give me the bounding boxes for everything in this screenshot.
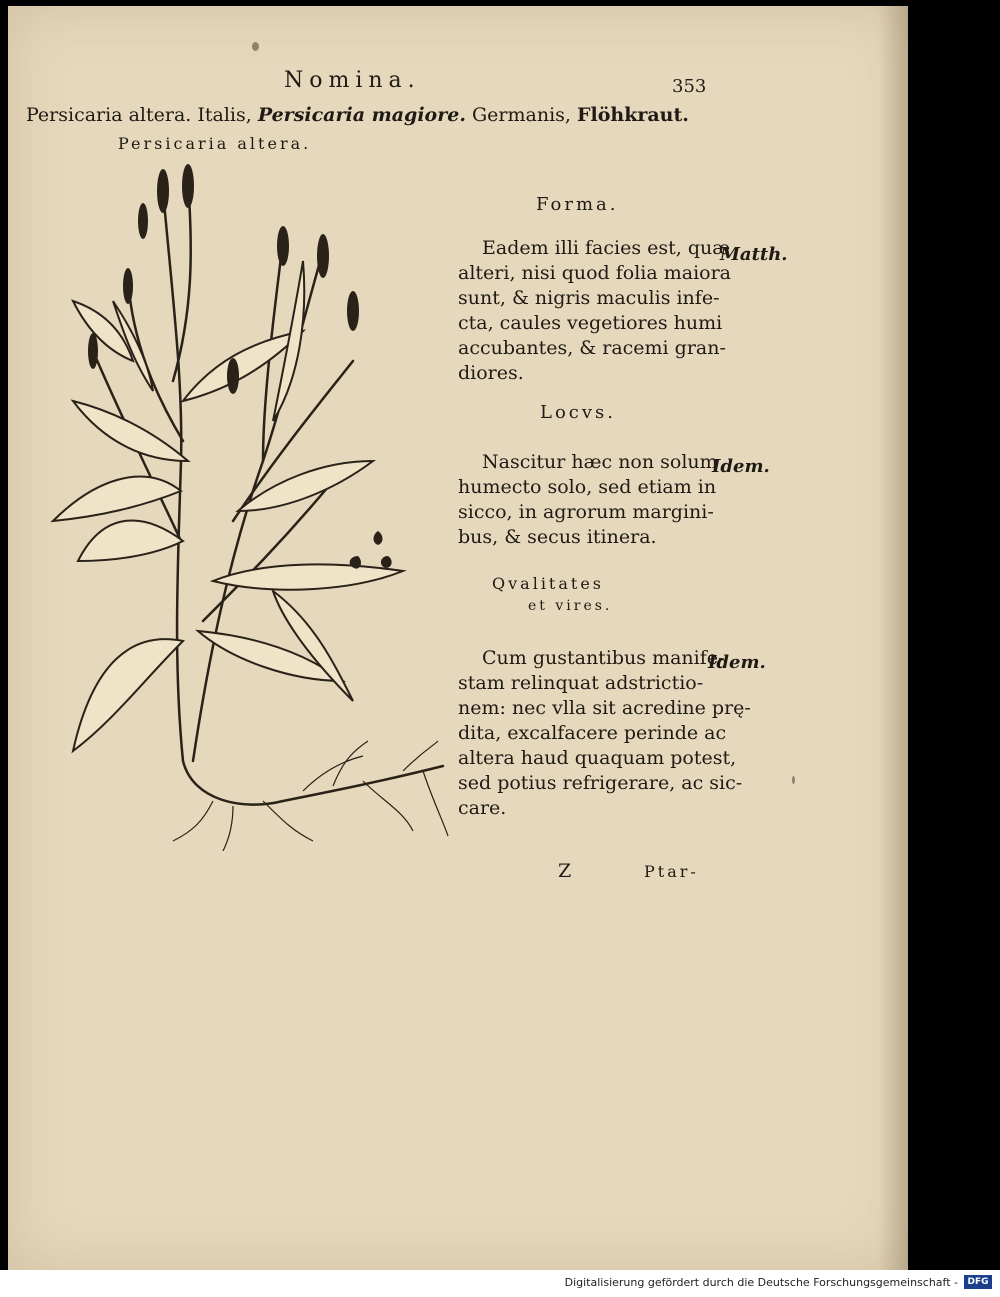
qualitates-line-2: stam relinquat adstrictio-: [458, 672, 704, 694]
margin-note-qualitates: Idem.: [708, 652, 766, 673]
locus-line-3: sicco, in agrorum margini-: [458, 501, 714, 523]
names-german: Flöhkraut.: [577, 104, 689, 126]
qualitates-line-1: Cum gustantibus manife-: [482, 647, 725, 669]
page-header-title: Nomina.: [284, 68, 421, 93]
catchword: Ptar-: [644, 862, 699, 881]
footer-credit: Digitalisierung gefördert durch die Deutsche Forschungsgemeinschaft -: [564, 1276, 958, 1289]
qualitates-line-5: altera haud quaquam potest,: [458, 747, 737, 769]
section-heading-forma: Forma.: [536, 194, 619, 215]
illustration-caption: Persicaria altera.: [118, 134, 312, 153]
section-heading-vires: et vires.: [528, 598, 613, 614]
forma-line-4: cta, caules vegetiores humi: [458, 312, 723, 334]
locus-line-1: Nascitur hæc non solum: [482, 451, 718, 473]
book-page: [8, 6, 908, 1270]
forma-line-3: sunt, & nigris maculis infe-: [458, 287, 720, 309]
names-german-label: Germanis,: [472, 104, 571, 126]
signature-mark: Z: [558, 860, 572, 882]
margin-note-locus: Idem.: [712, 456, 770, 477]
plant-woodcut-illustration: [33, 161, 453, 851]
names-latin: Persicaria altera. Italis,: [26, 104, 252, 126]
names-line: [26, 104, 689, 126]
forma-line-5: accubantes, & racemi gran-: [458, 337, 726, 359]
qualitates-line-3: nem: nec vlla sit acredine prę-: [458, 697, 751, 719]
margin-note-forma: Matth.: [720, 244, 788, 265]
locus-line-4: bus, & secus itinera.: [458, 526, 657, 548]
ink-spot: [252, 42, 259, 51]
qualitates-line-6: sed potius refrigerare, ac sic-: [458, 772, 743, 794]
locus-line-2: humecto solo, sed etiam in: [458, 476, 717, 498]
dfg-logo: DFG: [964, 1275, 992, 1289]
qualitates-line-7: care.: [458, 797, 507, 819]
section-heading-qualitates: Qvalitates: [492, 574, 605, 593]
forma-line-2: alteri, nisi quod folia maiora: [458, 262, 732, 284]
ink-spot: [792, 776, 795, 784]
forma-line-1: Eadem illi facies est, quæ: [482, 237, 731, 259]
section-heading-locus: Locvs.: [540, 402, 616, 423]
footer-bar: [0, 1270, 1000, 1297]
qualitates-line-4: dita, excalfacere perinde ac: [458, 722, 727, 744]
page-number: 353: [672, 76, 707, 97]
names-italian: Persicaria magiore.: [257, 104, 466, 126]
forma-line-6: diores.: [458, 362, 524, 384]
